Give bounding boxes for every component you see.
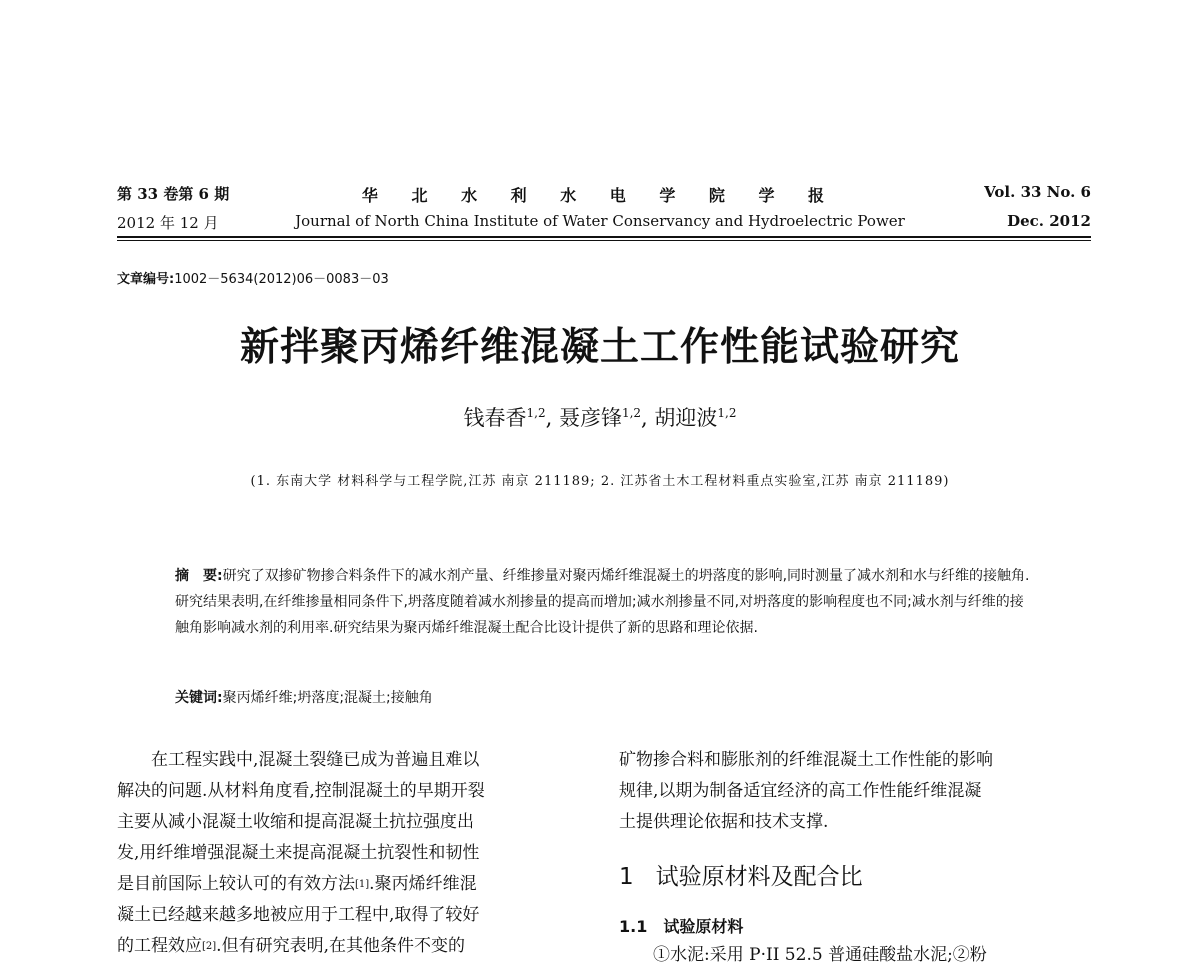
body-line: 矿物掺合料和膨胀剂的纤维混凝土工作性能的影响	[619, 750, 993, 770]
body-line-partial: ①水泥:采用 P·II 52.5 普通硅酸盐水泥;②粉	[619, 945, 987, 965]
article-number	[117, 268, 389, 287]
body-text: .聚丙烯纤维混	[369, 874, 477, 894]
body-line: 解决的问题.从材料角度看,控制混凝土的早期开裂	[117, 781, 485, 801]
body-text: .但有研究表明,在其他条件不变的	[216, 936, 465, 956]
body-line: 在工程实践中,混凝土裂缝已成为普遍且难以	[117, 750, 480, 770]
keywords-label: 关键词:	[175, 690, 223, 706]
body-line: 土提供理论依据和技术支撑.	[619, 812, 829, 832]
paper-title: 新拌聚丙烯纤维混凝土工作性能试验研究	[239, 325, 960, 370]
affiliations: (1. 东南大学 材料科学与工程学院,江苏 南京 211189; 2. 江苏省土木工程材料重点实验室,江苏 南京 211189)	[250, 474, 950, 489]
body-line	[117, 931, 577, 962]
date-en: Dec. 2012	[1007, 212, 1091, 230]
author-list: 钱春香$^{1,2}$, 聂彦锋$^{1,2}$, 胡迎波$^{1,2}$	[463, 406, 737, 430]
author-name: 聂彦锋	[558, 406, 622, 430]
journal-title-cn: 华 北 水 利 水 电 学 院 学 报	[361, 186, 839, 205]
keywords-text: 聚丙烯纤维;坍落度;混凝土;接触角	[222, 690, 433, 706]
article-number-label: 文章编号:	[117, 272, 175, 287]
body-line: 发,用纤维增强混凝土来提高混凝土抗裂性和韧性	[117, 843, 480, 863]
body-text: 的工程效应	[117, 936, 202, 956]
abstract-label: 摘 要:	[175, 568, 223, 584]
abstract-text: 研究了双掺矿物掺合料条件下的减水剂产量、纤维掺量对聚丙烯纤维混凝土的坍落度的影响,同时测量了减水剂和水与纤维的接触角.研究结果表明,在纤维掺量相同条件下,坍落度随着减水剂掺量的提高而增加;减水剂掺量不同,对坍落度的影响程度也不同;减水剂与纤维的接触角影响减水剂的利用率.研究结果为聚丙烯纤维混凝土配合比设计提供了新的思路和理论依据.	[175, 568, 1030, 636]
body-line	[117, 869, 577, 900]
article-number-value: 1002－5634(2012)06－0083－03	[174, 272, 389, 287]
abstract	[175, 563, 1035, 641]
section-title: 试验原材料及配合比	[655, 864, 863, 890]
subsection-heading	[619, 914, 743, 937]
date-cn: 2012 年 12 月	[117, 214, 219, 232]
keywords	[175, 687, 433, 707]
body-column-left	[117, 745, 577, 962]
volume-issue-en: Vol. 33 No. 6	[984, 183, 1091, 201]
body-line: 规律,以期为制备适宜经济的高工作性能纤维混凝	[619, 781, 982, 801]
section-heading	[619, 858, 863, 891]
header-rule-thick	[117, 236, 1091, 238]
body-line: 主要从减小混凝土收缩和提高混凝土抗拉强度出	[117, 812, 474, 832]
body-column-right	[619, 745, 1091, 838]
body-line: 凝土已经越来越多地被应用于工程中,取得了较好	[117, 905, 480, 925]
subsection-title: 试验原材料	[663, 917, 744, 936]
header-rule-thin	[117, 240, 1091, 241]
volume-issue-cn: 第 33 卷第 6 期	[117, 185, 230, 203]
section-number: 1	[619, 864, 634, 890]
author-name: 胡迎波	[654, 406, 718, 430]
subsection-number: 1.1	[619, 917, 648, 936]
body-text: 是目前国际上较认可的有效方法	[117, 874, 355, 894]
author-affiliation-mark: 1,2	[717, 406, 737, 420]
author-name: 钱春香	[463, 406, 527, 430]
author-affiliation-mark: 1,2	[526, 406, 546, 420]
citation-1: [1]	[355, 879, 370, 890]
journal-title-en: Journal of North China Institute of Water Conservancy and Hydroelectric Power	[295, 212, 905, 230]
author-affiliation-mark: 1,2	[621, 406, 642, 420]
citation-2: [2]	[202, 941, 217, 952]
